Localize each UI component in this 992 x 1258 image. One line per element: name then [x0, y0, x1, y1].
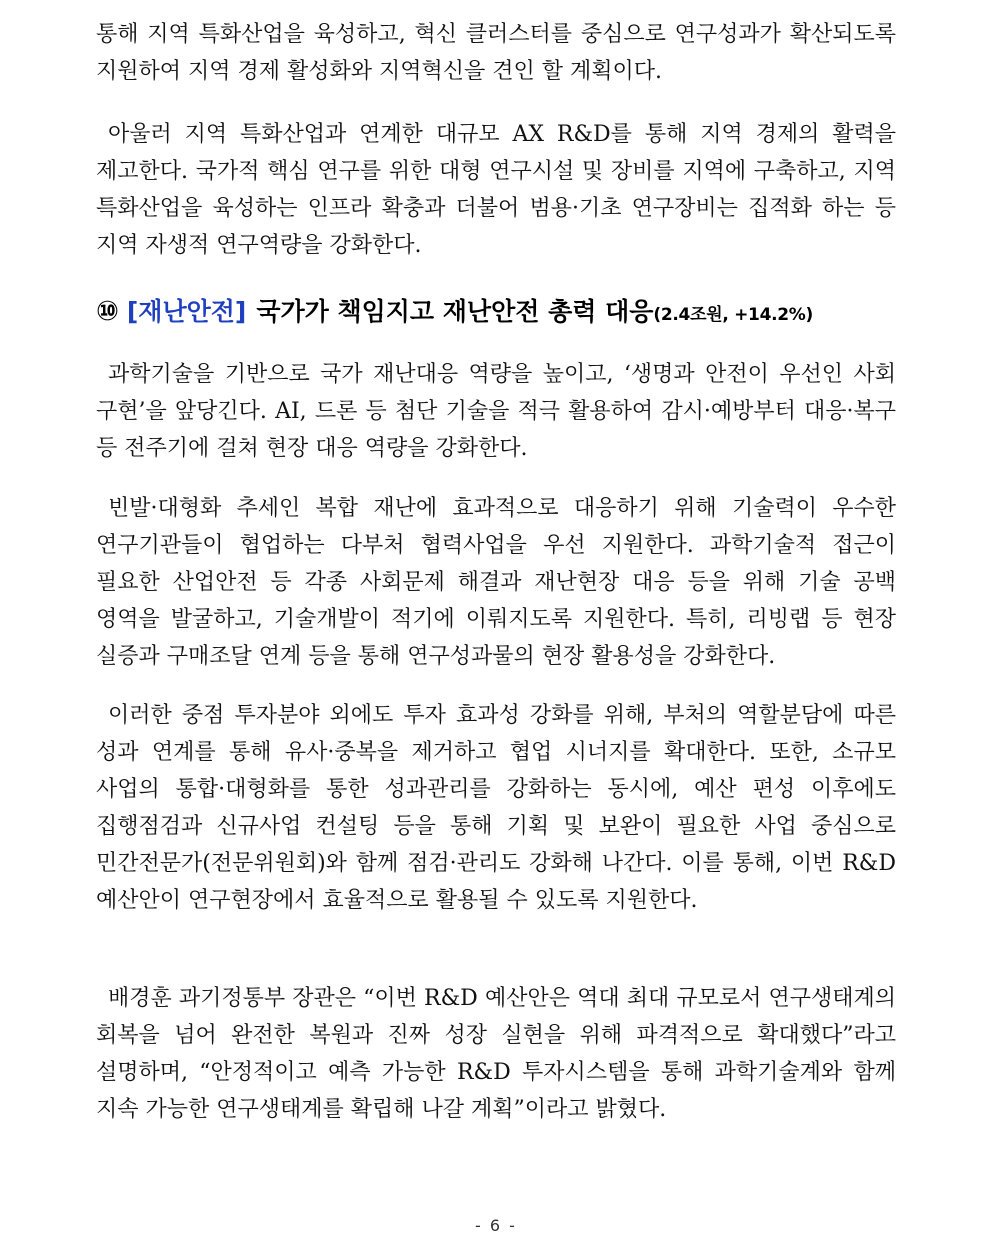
page-number: - 6 -	[475, 1216, 517, 1235]
section-category-tag: [재난안전]	[126, 297, 247, 326]
paragraph-regional-industry-end: 통해 지역 특화산업을 육성하고, 혁신 클러스터를 중심으로 연구성과가 확산되도록 지원하여 지역 경제 활성화와 지역혁신을 견인 할 계획이다.	[96, 22, 896, 84]
section-budget: (2.4조원, +14.2%)	[653, 305, 814, 325]
section-heading-disaster-safety	[96, 292, 916, 335]
paragraph-complex-disaster: 빈발·대형화 추세인 복합 재난에 효과적으로 대응하기 위해 기술력이 우수한 연구기관들이 협업하는 다부처 협력사업을 우선 지원한다. 과학기술적 접근이 필요한 산업안전 등 각종 사회문제 해결과 재난현장 대응 등을 위해 기술 공백 영역을 발굴하고, 기술개발이 적기에 이뤄지도록 지원한다. 특히, 리빙랩 등 현장 실증과 구매조달 연계 등을 통해 연구성과물의 현장 활용성을 강화한다.	[96, 496, 896, 669]
section-title: 국가가 책임지고 재난안전 총력 대응	[256, 297, 654, 326]
paragraph-investment-efficiency: 이러한 중점 투자분야 외에도 투자 효과성 강화를 위해, 부처의 역할분담에 따른 성과 연계를 통해 유사·중복을 제거하고 협업 시너지를 확대한다. 또한, 소규모 사업의 통합·대형화를 통한 성과관리를 강화하는 동시에, 예산 편성 이후에도 집행점검과 신규사업 컨설팅 등을 통해 기획 및 보완이 필요한 사업 중심으로 민간전문가(전문위원회)와 함께 점검·관리도 강화해 나간다. 이를 통해, 이번 R&D 예산안이 연구현장에서 효율적으로 활용될 수 있도록 지원한다.	[96, 703, 896, 913]
paragraph-regional-ax-rnd: 아울러 지역 특화산업과 연계한 대규모 AX R&D를 통해 지역 경제의 활력을 제고한다. 국가적 핵심 연구를 위한 대형 연구시설 및 장비를 지역에 구축하고, 지역 특화산업을 육성하는 인프라 확충과 더불어 범용·기초 연구장비는 집적화 하는 등 지역 자생적 연구역량을 강화한다.	[96, 122, 896, 258]
section-number: ⑩	[96, 296, 119, 327]
paragraph-disaster-response: 과학기술을 기반으로 국가 재난대응 역량을 높이고, ‘생명과 안전이 우선인 사회 구현’을 앞당긴다. AI, 드론 등 첨단 기술을 적극 활용하여 감시·예방부터 대응·복구 등 전주기에 걸쳐 현장 대응 역량을 강화한다.	[96, 362, 896, 461]
paragraph-minister-quote: 배경훈 과기정통부 장관은 “이번 R&D 예산안은 역대 최대 규모로서 연구생태계의 회복을 넘어 완전한 복원과 진짜 성장 실현을 위해 파격적으로 확대했다”라고 설명하며, “안정적이고 예측 가능한 R&D 투자시스템을 통해 과학기술계와 함께 지속 가능한 연구생태계를 확립해 나갈 계획”이라고 밝혔다.	[96, 986, 896, 1122]
